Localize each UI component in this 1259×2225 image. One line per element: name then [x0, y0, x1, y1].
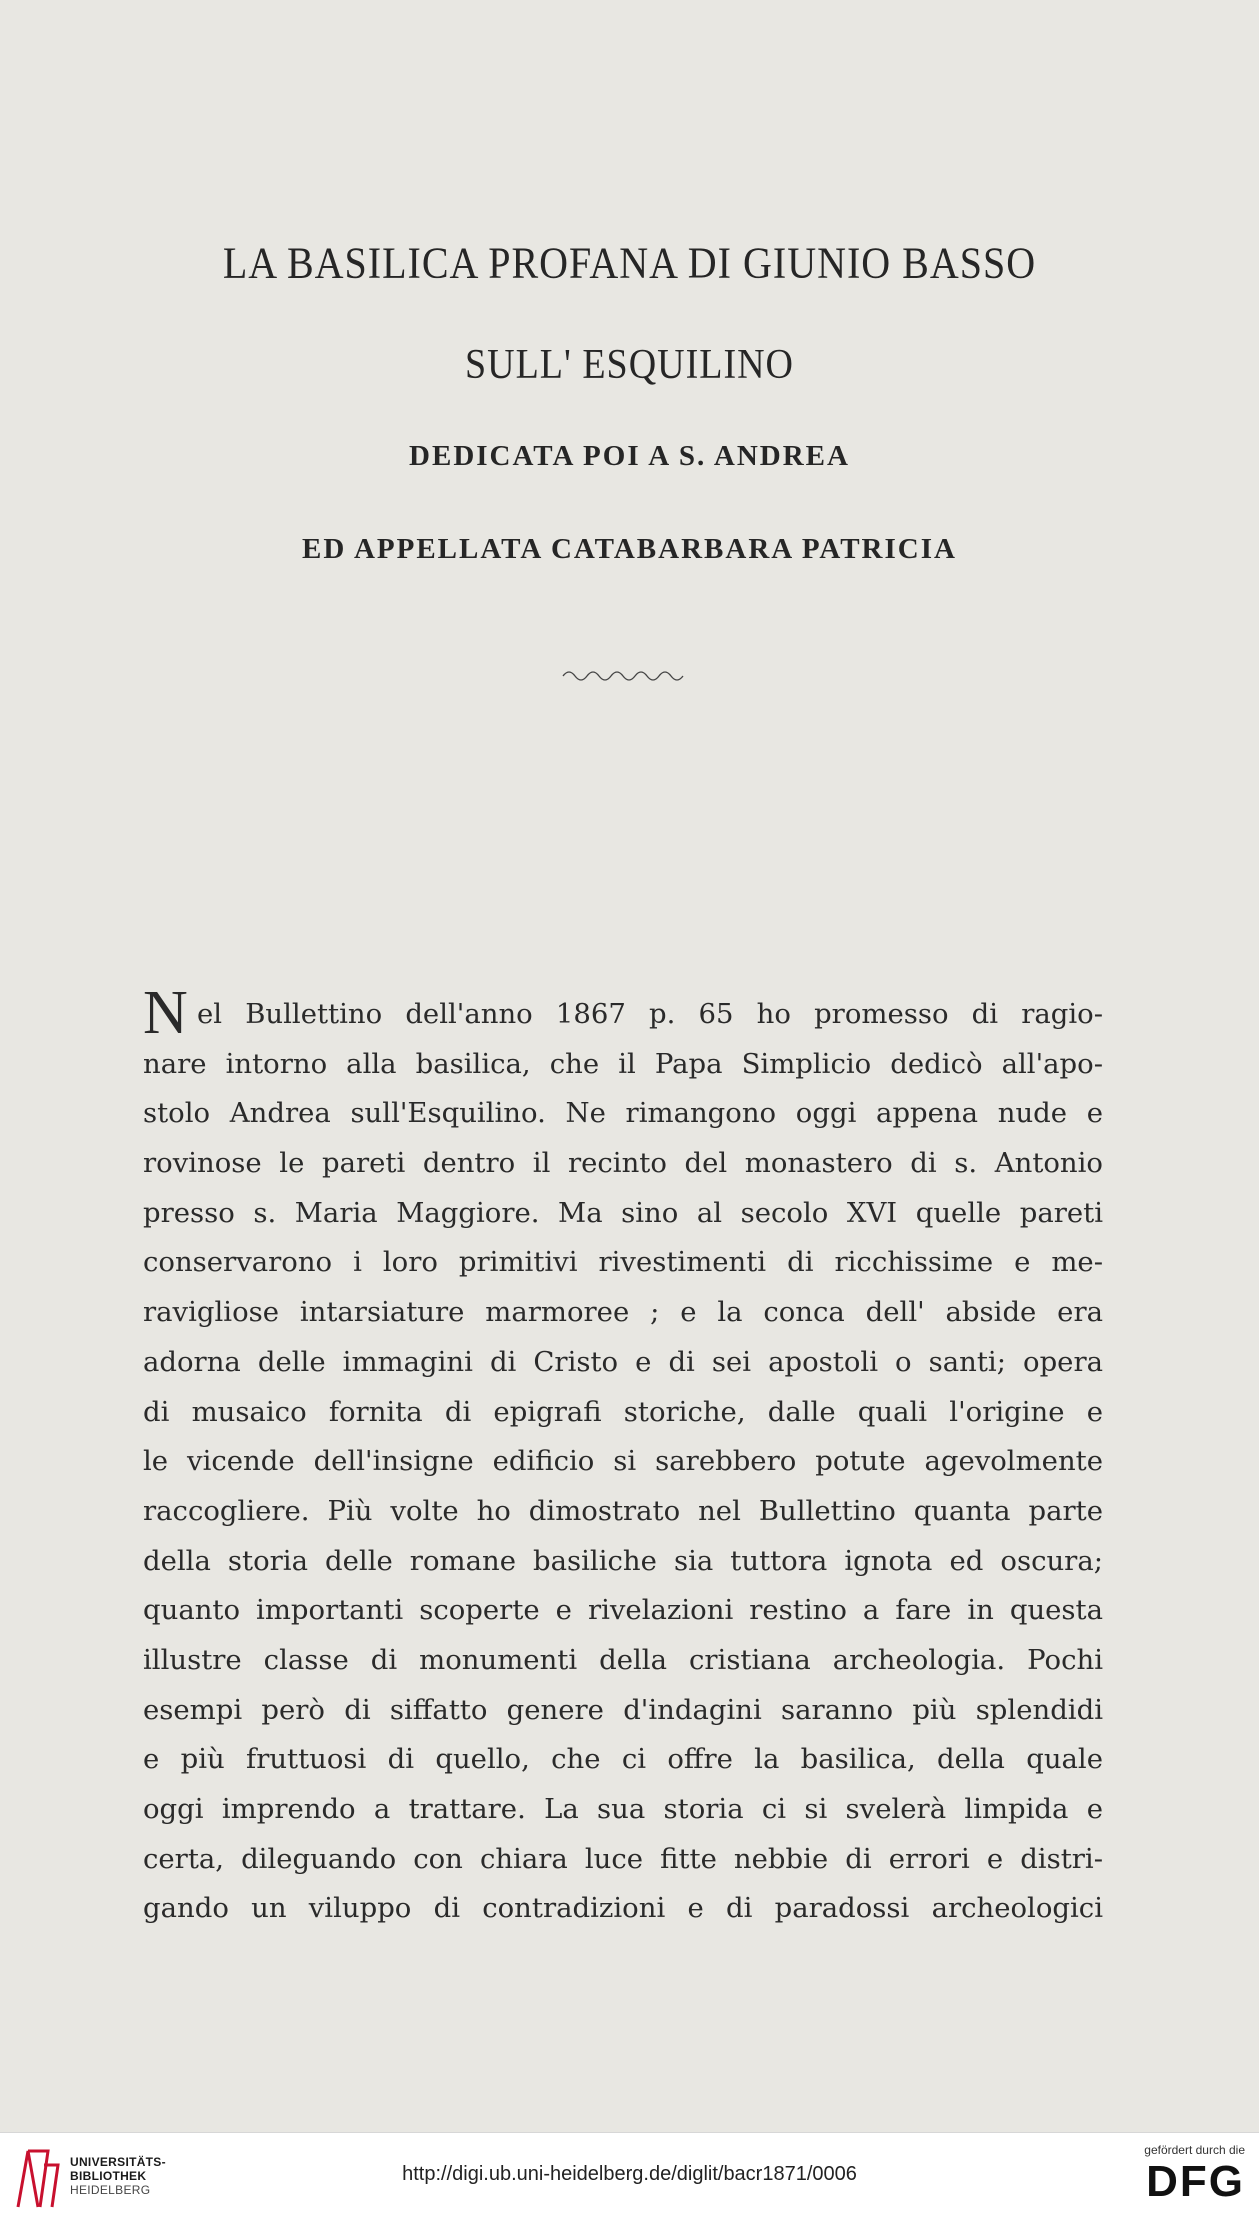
text-line: conservarono i loro primitivi rivestimenti di ricchissime e me- — [143, 1246, 1103, 1279]
permalink-url[interactable]: http://digi.ub.uni-heidelberg.de/diglit/bacr1871/0006 — [402, 2163, 857, 2185]
text-line: illustre classe di monumenti della cristiana archeologia. Pochi — [143, 1643, 1103, 1676]
text-line: stolo Andrea sull'Esquilino. Ne rimangono oggi appena nude e — [143, 1097, 1103, 1130]
text-line: di musaico fornita di epigrafi storiche, dalle quali l'origine e — [143, 1395, 1103, 1428]
ornament-divider — [561, 666, 687, 682]
text-line: adorna delle immagini di Cristo e di sei apostoli o santi; opera — [143, 1345, 1103, 1378]
text-line: rovinose le pareti dentro il recinto del monastero di s. Antonio — [143, 1147, 1103, 1180]
text-line: presso s. Maria Maggiore. Ma sino al secolo XVI quelle pareti — [143, 1196, 1103, 1229]
text-line: esempi però di siffatto genere d'indagini saranno più splendidi — [143, 1693, 1103, 1726]
text-line: della storia delle romane basiliche sia tuttora ignota ed oscura; — [143, 1544, 1103, 1577]
text-line: e più fruttuosi di quello, che ci offre la basilica, della quale — [143, 1743, 1103, 1776]
text-line: oggi imprendo a trattare. La sua storia ci si svelerà limpida e — [143, 1793, 1103, 1825]
text-line: gando un viluppo di contradizioni e di paradossi archeologici — [143, 1892, 1103, 1925]
body-paragraph — [143, 979, 1103, 1934]
funding-credit[interactable] — [1144, 2143, 1245, 2205]
funding-text: gefördert durch die — [1144, 2143, 1245, 2157]
subtitle-line-2: ED APPELLATA CATABARBARA PATRICIA — [302, 533, 957, 565]
text-line: certa, dileguando con chiara luce fitte nebbie di errori e distri- — [143, 1842, 1103, 1875]
drop-cap: N — [143, 979, 188, 1047]
university-library-name[interactable]: UNIVERSITÄTS- BIBLIOTHEK HEIDELBERG — [70, 2155, 166, 2197]
text-line: ravigliose intarsiature marmoree ; e la conca dell' abside era — [143, 1296, 1103, 1329]
subtitle-line-1: DEDICATA POI A S. ANDREA — [409, 440, 850, 472]
text-line: le vicende dell'insigne edificio si sarebbero potute agevolmente — [143, 1445, 1103, 1478]
viewer-footer — [0, 2132, 1259, 2225]
text-line: nare intorno alla basilica, che il Papa Simplicio dedicò all'apo- — [143, 1047, 1103, 1080]
title-line-1: LA BASILICA PROFANA DI GIUNIO BASSO — [222, 237, 1037, 288]
title-line-2: SULL' ESQUILINO — [465, 341, 794, 389]
dfg-logo: DFG — [1146, 2157, 1245, 2206]
text-line: N el Bullettino dell'anno 1867 p. 65 ho promesso di ragio- — [143, 979, 1103, 1047]
text-line: quanto importanti scoperte e rivelazioni restino a fare in questa — [143, 1594, 1103, 1627]
text-line: raccogliere. Più volte ho dimostrato nel Bullettino quanta parte — [143, 1494, 1103, 1527]
